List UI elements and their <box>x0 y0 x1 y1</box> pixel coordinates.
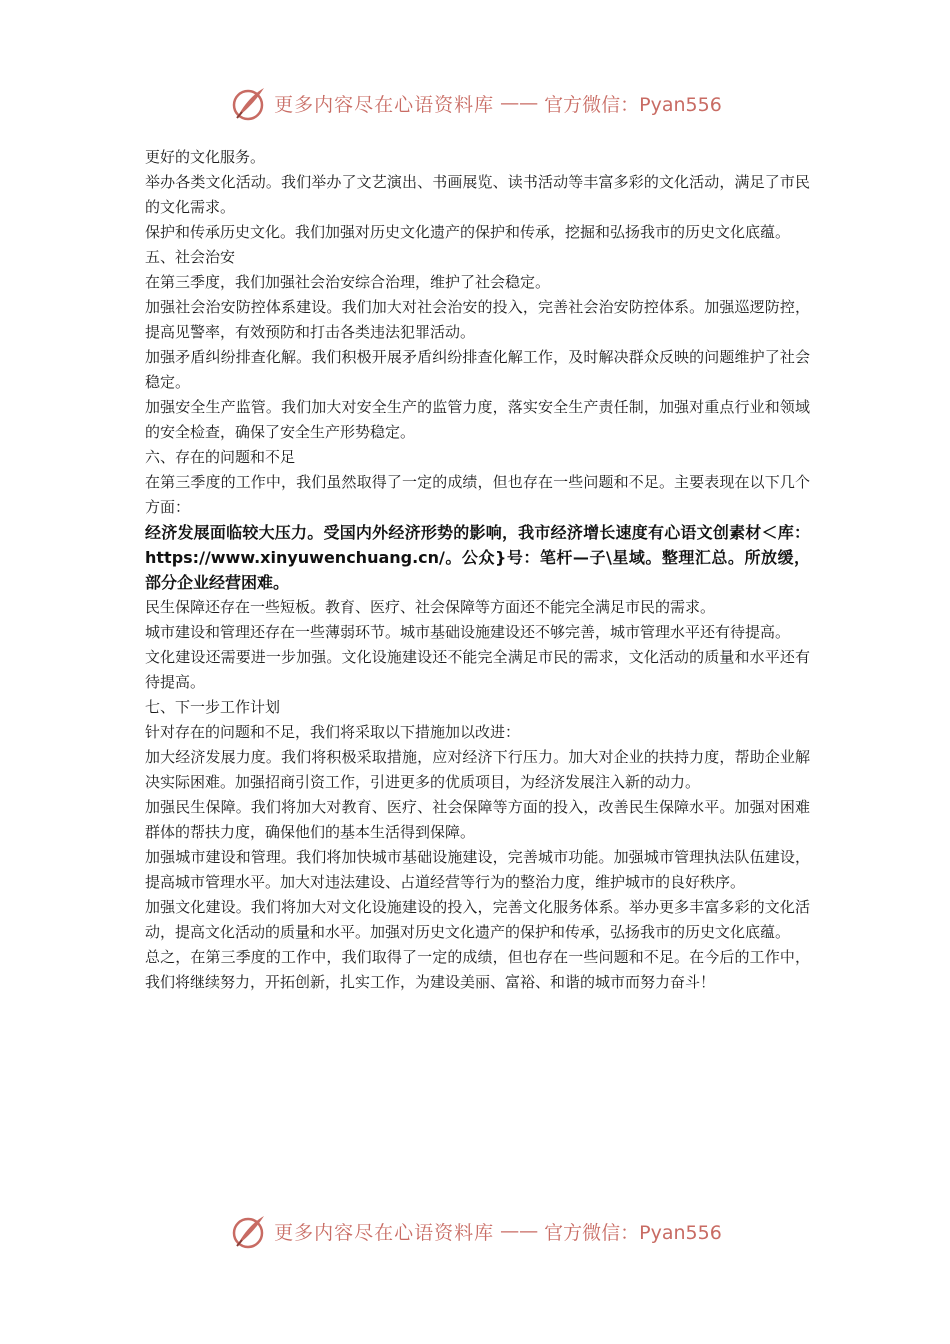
paragraph: 五、社会治安 <box>145 248 236 266</box>
paragraph: 加强民生保障。我们将加大对教育、医疗、社会保障等方面的投入，改善民生保障水平。加强对困难群体的帮扶力度，确保他们的基本生活得到保障。 <box>145 798 810 841</box>
paragraph: 加强文化建设。我们将加大对文化设施建设的投入，完善文化服务体系。举办更多丰富多彩的文化活动，提高文化活动的质量和水平。加强对历史文化遗产的保护和传承，弘扬我市的历史文化底蕴。 <box>145 898 810 941</box>
paragraph: 文化建设还需要进一步加强。文化设施建设还不能完全满足市民的需求，文化活动的质量和水平还有待提高。 <box>145 648 810 691</box>
quill-pen-logo-icon <box>228 83 268 123</box>
footer-banner-separator: —— <box>500 1220 539 1242</box>
header-banner-text: 更多内容尽在心语资料库 <box>274 93 495 116</box>
paragraph: 针对存在的问题和不足，我们将采取以下措施加以改进： <box>145 723 521 741</box>
paragraph: 总之，在第三季度的工作中，我们取得了一定的成绩，但也存在一些问题和不足。在今后的工作中，我们将继续努力，开拓创新，扎实工作，为建设美丽、富裕、和谐的城市而努力奋斗！ <box>145 948 810 991</box>
paragraph: 城市建设和管理还存在一些薄弱环节。城市基础设施建设还不够完善，城市管理水平还有待提高。 <box>145 623 791 641</box>
document-body <box>145 145 810 995</box>
paragraph: 七、下一步工作计划 <box>145 698 281 716</box>
paragraph: 民生保障还存在一些短板。教育、医疗、社会保障等方面还不能完全满足市民的需求。 <box>145 598 716 616</box>
paragraph: 更好的文化服务。 <box>145 148 266 166</box>
quill-pen-logo-icon <box>228 1211 268 1251</box>
paragraph: 加强矛盾纠纷排查化解。我们积极开展矛盾纠纷排查化解工作，及时解决群众反映的问题维护了社会稳定。 <box>145 348 810 391</box>
header-banner <box>0 83 950 123</box>
paragraph: 六、存在的问题和不足 <box>145 448 296 466</box>
paragraph: 在第三季度，我们加强社会治安综合治理，维护了社会稳定。 <box>145 273 551 291</box>
header-banner-separator: —— <box>500 92 539 114</box>
footer-banner <box>0 1211 950 1251</box>
footer-banner-text: 更多内容尽在心语资料库 <box>274 1221 495 1244</box>
paragraph: 经济发展面临较大压力。受国内外经济形势的影响，我市经济增长速度有心语文创素材＜库：https://www.xinyuwenchuang.cn/。公众}号：笔杆—子\星域。整理汇总。所放缓，部分企业经营困难。 <box>145 523 810 592</box>
paragraph: 加强城市建设和管理。我们将加快城市基础设施建设，完善城市功能。加强城市管理执法队伍建设，提高城市管理水平。加大对违法建设、占道经营等行为的整治力度，维护城市的良好秩序。 <box>145 848 810 891</box>
footer-banner-wechat: 官方微信：Pyan556 <box>544 1221 722 1244</box>
header-banner-wechat: 官方微信：Pyan556 <box>544 93 722 116</box>
paragraph: 举办各类文化活动。我们举办了文艺演出、书画展览、读书活动等丰富多彩的文化活动，满足了市民的文化需求。 <box>145 173 810 216</box>
paragraph: 加强社会治安防控体系建设。我们加大对社会治安的投入，完善社会治安防控体系。加强巡逻防控，提高见警率，有效预防和打击各类违法犯罪活动。 <box>145 298 810 341</box>
paragraph: 加大经济发展力度。我们将积极采取措施，应对经济下行压力。加大对企业的扶持力度，帮助企业解决实际困难。加强招商引资工作，引进更多的优质项目，为经济发展注入新的动力。 <box>145 748 810 791</box>
paragraph: 加强安全生产监管。我们加大对安全生产的监管力度，落实安全生产责任制，加强对重点行业和领域的安全检查，确保了安全生产形势稳定。 <box>145 398 810 441</box>
paragraph: 保护和传承历史文化。我们加强对历史文化遗产的保护和传承，挖掘和弘扬我市的历史文化底蕴。 <box>145 223 791 241</box>
paragraph: 在第三季度的工作中，我们虽然取得了一定的成绩，但也存在一些问题和不足。主要表现在以下几个方面： <box>145 473 810 516</box>
